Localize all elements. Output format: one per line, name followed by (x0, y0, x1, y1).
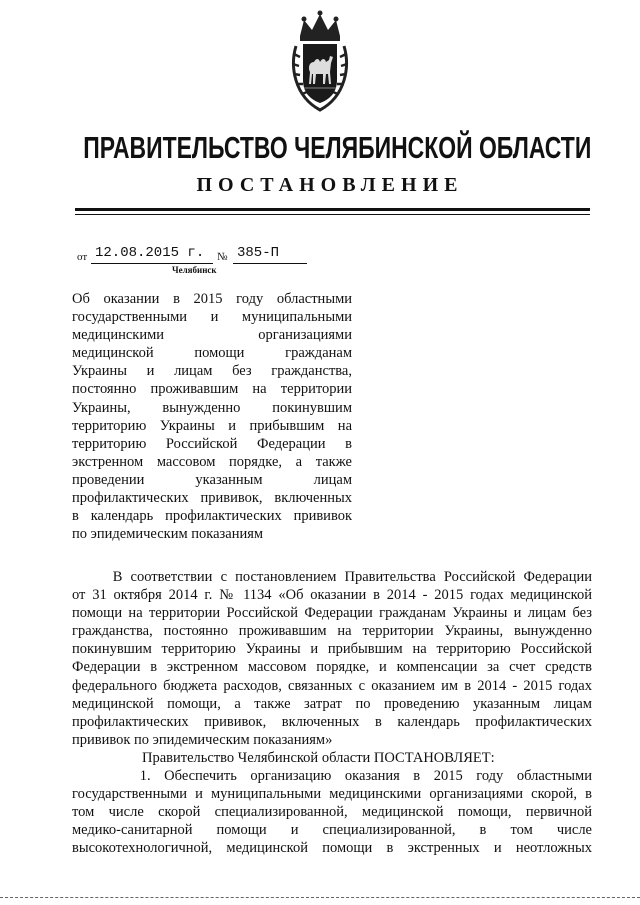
body-line: Правительство Челябинской области ПОСТАНОВЛЯЕТ: (142, 749, 495, 766)
subject-line: территорию Российской Федерации в (72, 435, 352, 452)
body-line: профилактических прививок, включенных в календарь профилактических (72, 713, 592, 730)
subject-line: государственными и муниципальными (72, 309, 352, 326)
body-line: 1. Обеспечить организацию оказания в 2015 году областными (72, 768, 592, 785)
subject-line: Украины и лицам без гражданства, (72, 363, 352, 380)
body-line: государственными и муниципальными медицинскими организациями скорой, в (72, 786, 592, 803)
body-line: гражданства, постоянно проживавшим на территории Украины, вынужденно (72, 623, 592, 640)
body-line: покинувшим территорию Украины и прибывшим на территорию Российской (72, 641, 592, 658)
city-label: Челябинск (172, 265, 217, 275)
body-line: помощи на территории Российской Федерации гражданам Украины и лицам без (72, 605, 592, 622)
body-line: В соответствии с постановлением Правительства Российской Федерации (72, 569, 592, 585)
subject-line: профилактических прививок, включенных (72, 490, 352, 507)
document-subject (72, 290, 352, 543)
subject-line: Украины, вынужденно покинувшим (72, 399, 352, 416)
subject-line: медицинскими организациями (72, 327, 352, 344)
subject-line: по эпидемическим показаниям (72, 526, 264, 543)
page-bottom-edge (0, 897, 640, 898)
body-line: том числе скорой специализированной, медицинской помощи, первичной (72, 804, 592, 821)
subject-line: постоянно проживавшим на территории (72, 381, 352, 398)
body-line: Федерации в экстренном массовом порядке, и компенсации за счет средств (72, 659, 592, 676)
body-line: медико-санитарной помощи и специализированной, в том числе (72, 822, 592, 839)
header-rule-thick (75, 208, 590, 211)
subject-line: в календарь профилактических прививок (72, 508, 352, 525)
government-title: ПРАВИТЕЛЬСТВО ЧЕЛЯБИНСКОЙ ОБЛАСТИ (83, 130, 592, 165)
document-number: 385-П (233, 245, 307, 264)
document-body (72, 568, 592, 858)
document-type: ПОСТАНОВЛЕНИЕ (196, 174, 464, 196)
body-line: высокотехнологичной, медицинской помощи в экстренных и неотложных (72, 840, 592, 857)
coat-of-arms-icon (290, 6, 350, 114)
number-prefix: № (217, 251, 228, 263)
header-rule-thin (75, 214, 590, 215)
body-line: медицинской помощи, а также затрат по проведению указанным лицам (72, 695, 592, 712)
subject-line: медицинской помощи гражданам (72, 345, 352, 362)
body-line: от 31 октября 2014 г. № 1134 «Об оказании в 2014 - 2015 годах медицинской (72, 587, 592, 604)
date-prefix: от (77, 251, 88, 263)
subject-line: проведении указанным лицам (72, 471, 352, 488)
body-line: прививок по эпидемическим показаниям» (72, 731, 333, 748)
subject-line: территорию Украины и прибывшим на (72, 417, 352, 434)
document-date: 12.08.2015 г. (91, 245, 213, 264)
subject-line: экстренном массовом порядке, а также (72, 453, 352, 470)
subject-line: Об оказании в 2015 году областными (72, 291, 352, 307)
body-line: федерального бюджета расходов, связанных с оказанием им в 2014 - 2015 годах (72, 677, 592, 694)
